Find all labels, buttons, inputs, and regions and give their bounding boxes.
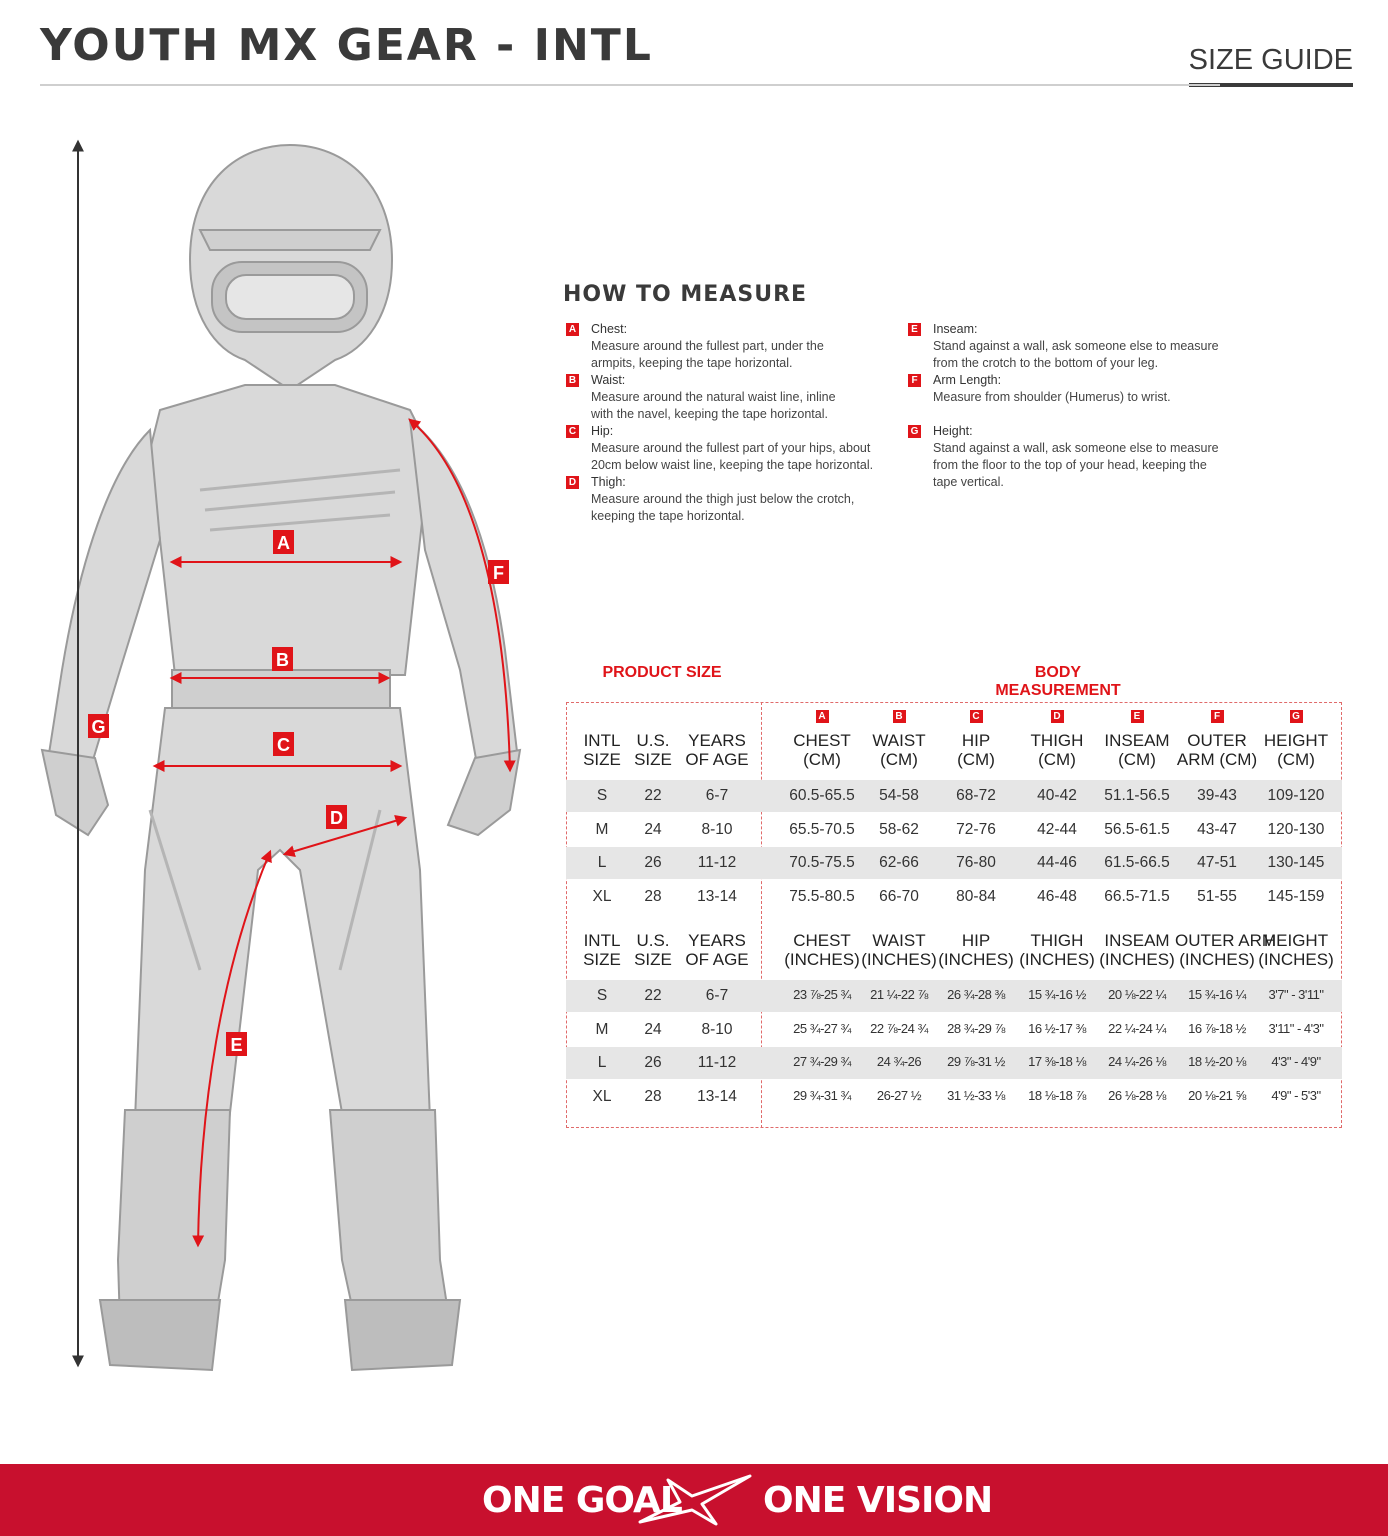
measure-item-arm-length [908,372,1228,406]
header-body-col-0-line2: (CM) [803,750,841,769]
table-cell: 24 [644,820,662,838]
table-cell: XL [592,1087,612,1105]
header-body-col-1-line1: WAIST [872,931,926,950]
table-cell: 40-42 [1037,787,1077,804]
measure-name: Thigh: [591,475,626,489]
figure-label-E-text: E [230,1035,243,1055]
table-cell: 25 ¾-27 ¾ [793,1020,851,1036]
header-body-col-1-line2: (CM) [880,750,918,769]
measure-badge-g: G [908,425,921,438]
column-badge-g: G [1290,710,1303,723]
table-cell: 65.5-70.5 [789,820,855,838]
table-cell: 23 ⅞-25 ¾ [793,987,851,1002]
measure-name: Inseam: [933,322,978,336]
table-cell: M [595,1020,609,1038]
header-years-of-age-line1: YEARS [688,731,746,750]
table-cell: 11-12 [697,1054,737,1071]
column-badge-a: A [816,710,829,723]
footer-slogan-left: ONE GOAL [482,1480,682,1521]
header-body-col-0-line1: CHEST [793,931,851,950]
table-cell: 42-44 [1037,820,1077,838]
figure-label-B-text: B [276,650,289,670]
footer-slogan-right: ONE VISION [763,1480,993,1521]
table-cell: 72-76 [956,820,996,838]
header-body-col-6-line2: (CM) [1277,750,1315,769]
table-cell: 29 ⅞-31 ½ [947,1054,1005,1069]
table-cell: 6-7 [705,987,729,1004]
table-cell: 28 [644,1087,662,1105]
table-cell: 26-27 ½ [876,1087,922,1103]
header-body-col-5-line2: (INCHES) [1179,950,1255,969]
figure-label-D-text: D [330,808,343,828]
table-cell: L [597,854,607,871]
table-cell: 22 [644,987,662,1004]
table-cell: 60.5-65.5 [789,787,855,804]
table-cell: 26 [644,854,662,871]
header-years-of-age-line2: OF AGE [685,750,749,769]
header-body-col-5-line1: OUTER [1187,731,1247,750]
table-cell: 24 ¼-26 ⅛ [1108,1054,1166,1069]
table-cell: 31 ½-33 ⅛ [947,1087,1005,1103]
table-cell: 13-14 [697,887,737,905]
table-cell: 51-55 [1197,887,1237,905]
column-badge-f: F [1211,710,1224,723]
table-cell: 109-120 [1267,787,1325,804]
figure-label-A-text: A [277,533,290,553]
table-cell: 68-72 [956,787,996,804]
figure-label-C-text: C [277,735,290,755]
header-intl-size-line1: INTL [583,931,621,950]
table-cell: 22 [644,787,662,804]
table-cell: 75.5-80.5 [789,887,855,905]
header-us-size-line1: U.S. [636,731,670,750]
table-cell: 24 ¾-26 [876,1054,922,1069]
header-body-col-2-line1: HIP [961,931,991,950]
measure-item-chest [566,321,886,372]
table-cell: 44-46 [1037,854,1077,871]
page-title: YOUTH MX GEAR - INTL [40,20,653,71]
table-cell: 24 [644,1020,662,1038]
measure-desc: Measure around the fullest part of your hips, about 20cm below waist line, keeping the tape horizontal. [591,441,874,472]
header-intl-size-line2: SIZE [583,950,621,969]
table-cell: 54-58 [879,787,919,804]
header-body-col-4-line1: INSEAM [1104,931,1170,950]
measure-badge-f: F [908,374,921,387]
figure-label-G-text: G [91,717,106,737]
measure-item-height [908,423,1228,491]
column-badge-e: E [1131,710,1144,723]
measure-desc: Measure around the thigh just below the crotch, keeping the tape horizontal. [591,492,855,523]
table-cell: 120-130 [1267,820,1325,838]
measure-name: Height: [933,424,973,438]
table-cell: 8-10 [701,820,733,838]
header-years-of-age-line2: OF AGE [685,950,749,969]
table-cell: XL [592,887,612,905]
table-cell: 18 ⅛-18 ⅞ [1028,1087,1086,1103]
table-cell: 70.5-75.5 [789,854,855,871]
size-chart-table [566,660,1342,1130]
table-cell: L [597,1054,607,1071]
measure-badge-e: E [908,323,921,336]
measure-name: Waist: [591,373,626,387]
table-cell: 22 ¼-24 ¼ [1108,1020,1166,1036]
measure-name: Arm Length: [933,373,1002,387]
measure-badge-a: A [566,323,579,336]
table-cell: 51.1-56.5 [1104,787,1170,804]
measure-desc: Measure from shoulder (Humerus) to wrist. [933,390,1171,404]
header-years-of-age-line1: YEARS [688,931,746,950]
table-cell: 28 [644,887,662,905]
table-cell: 8-10 [701,1020,733,1038]
header-body-col-3-line2: (CM) [1038,750,1076,769]
header-body-col-3-line1: THIGH [1030,931,1084,950]
table-cell: 29 ¾-31 ¾ [793,1087,851,1103]
how-to-measure-title: HOW TO MEASURE [563,282,808,307]
table-cell: 18 ½-20 ⅛ [1188,1054,1246,1069]
body-measurement-group-header: BODY MEASUREMENT [995,664,1121,699]
table-cell: 4'3" - 4'9" [1271,1054,1321,1069]
header-body-col-1-line2: (INCHES) [861,950,937,969]
header-body-col-2-line2: (CM) [957,750,995,769]
header-body-col-4-line1: INSEAM [1104,731,1170,750]
table-cell: 47-51 [1197,854,1237,871]
rider-figure-illustration [0,110,560,1400]
measure-desc: Stand against a wall, ask someone else to measure from the floor to the top of your head, keeping the tape vertical. [933,441,1219,489]
header-us-size-line1: U.S. [636,931,670,950]
header-body-col-5-line1: OUTER ARM [1175,931,1277,950]
header-body-col-6-line2: (INCHES) [1258,950,1334,969]
header-body-col-1-line1: WAIST [872,731,926,750]
table-cell: 17 ⅜-18 ⅛ [1028,1054,1086,1069]
table-cell: 76-80 [956,854,996,871]
header-body-col-3-line1: THIGH [1030,731,1084,750]
table-cell: 11-12 [697,854,737,871]
measure-item-hip [566,423,886,474]
header-body-col-0-line1: CHEST [793,731,851,750]
alpinestars-star-logo-icon [630,1472,760,1530]
header-intl-size-line1: INTL [583,731,621,750]
figure-label-F-text: F [493,563,504,583]
table-cell: 21 ¼-22 ⅞ [870,987,928,1002]
table-cell: 145-159 [1267,887,1325,905]
table-cell: 22 ⅞-24 ¾ [870,1020,928,1036]
table-cell: 16 ½-17 ⅜ [1028,1020,1086,1036]
header-intl-size-line2: SIZE [583,750,621,769]
table-cell: 3'7" - 3'11" [1268,987,1324,1002]
measure-name: Chest: [591,322,628,336]
table-cell: 26 ¾-28 ⅜ [947,987,1005,1002]
header-body-col-0-line2: (INCHES) [784,950,860,969]
header-divider [40,84,1220,86]
column-badge-c: C [970,710,983,723]
table-cell: 80-84 [956,887,996,905]
measure-item-inseam [908,321,1228,372]
header-body-col-6-line1: HEIGHT [1263,931,1329,950]
table-cell: 4'9" - 5'3" [1271,1087,1321,1103]
table-cell: 58-62 [879,820,919,838]
measure-desc: Measure around the fullest part, under the armpits, keeping the tape horizontal. [591,339,824,370]
how-to-measure-section [563,282,1323,542]
table-cell: 27 ¾-29 ¾ [793,1054,851,1069]
table-cell: 26 [644,1054,662,1071]
table-cell: 28 ¾-29 ⅞ [947,1020,1005,1036]
table-cell: 61.5-66.5 [1104,854,1170,871]
header-us-size-line2: SIZE [634,950,672,969]
table-cell: 15 ¾-16 ¼ [1188,987,1246,1002]
header-body-col-4-line2: (CM) [1118,750,1156,769]
header-us-size-line2: SIZE [634,750,672,769]
table-cell: 15 ¾-16 ½ [1028,987,1086,1002]
measure-name: Hip: [591,424,614,438]
header-body-col-2-line1: HIP [961,731,991,750]
measure-badge-c: C [566,425,579,438]
header-body-col-3-line2: (INCHES) [1019,950,1095,969]
measure-badge-b: B [566,374,579,387]
table-cell: 66-70 [879,887,919,905]
measure-desc: Measure around the natural waist line, inline with the navel, keeping the tape horizontal. [591,390,836,421]
table-cell: 39-43 [1197,787,1237,804]
table-cell: 62-66 [879,854,919,871]
table-cell: S [596,987,608,1004]
measure-badge-d: D [566,476,579,489]
column-badge-d: D [1051,710,1064,723]
table-cell: 26 ⅛-28 ⅛ [1108,1087,1166,1103]
measure-item-thigh [566,474,886,525]
table-cell: M [595,820,609,838]
measure-item-waist [566,372,886,423]
header-body-col-6-line1: HEIGHT [1263,731,1329,750]
table-cell: 130-145 [1267,854,1325,871]
table-cell: 6-7 [705,787,729,804]
product-size-group-header: PRODUCT SIZE [602,664,722,681]
header-body-col-4-line2: (INCHES) [1099,950,1175,969]
column-badge-b: B [893,710,906,723]
table-cell: 3'11" - 4'3" [1268,1020,1324,1036]
table-cell: 56.5-61.5 [1104,820,1170,838]
table-cell: 43-47 [1197,820,1237,838]
size-guide-label: SIZE GUIDE [1189,44,1353,87]
table-cell: S [596,787,608,804]
measure-desc: Stand against a wall, ask someone else to measure from the crotch to the bottom of your leg. [933,339,1219,370]
header-body-col-2-line2: (INCHES) [938,950,1014,969]
table-cell: 16 ⅞-18 ½ [1188,1020,1246,1036]
table-cell: 20 ⅛-22 ¼ [1108,987,1166,1002]
table-cell: 13-14 [697,1087,737,1105]
footer-banner [0,1464,1388,1536]
header-body-col-5-line2: ARM (CM) [1176,750,1258,769]
table-cell: 46-48 [1037,887,1077,905]
table-cell: 66.5-71.5 [1104,887,1170,905]
table-cell: 20 ⅛-21 ⅝ [1188,1087,1246,1103]
page-header [40,0,1353,88]
